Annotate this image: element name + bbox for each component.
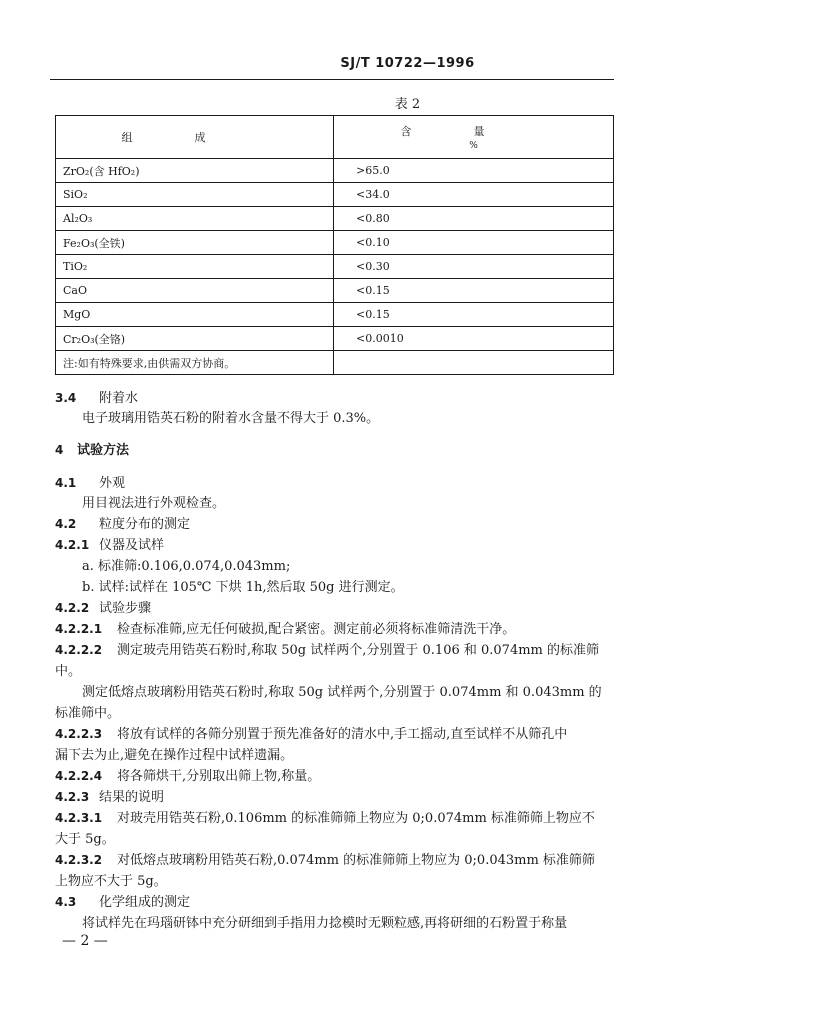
header-rule [50, 79, 614, 80]
section-text: 测定玻壳用锆英石粉时,称取 50g 试样两个,分别置于 0.106 和 0.074mm 的标准筛 [117, 643, 600, 658]
value-cell: <0.10 [334, 231, 614, 255]
section-number: 4.2.2.2 [55, 643, 103, 657]
section-4-3-text: 将试样先在玛瑙研钵中充分研细到手指用力捻模时无颗粒感,再将研细的石粉置于称量 [82, 916, 568, 931]
value-cell: <34.0 [334, 183, 614, 207]
section-4-heading [55, 439, 129, 458]
section-4-2-2-2 [55, 639, 599, 658]
composition-table [55, 115, 614, 375]
section-4-2-1-item-b: b. 试样:试样在 105℃ 下烘 1h,然后取 50g 进行测定。 [82, 580, 404, 595]
component-cell: CaO [56, 279, 334, 303]
header-content-unit: % [469, 141, 478, 151]
section-number: 4.1 [55, 476, 77, 490]
value-cell: <0.80 [334, 207, 614, 231]
component-cell: MgO [56, 303, 334, 327]
section-number: 4.2.2.1 [55, 622, 103, 636]
table-row [56, 231, 614, 255]
value-cell: <0.30 [334, 255, 614, 279]
section-number: 4.2 [55, 517, 77, 531]
section-text: 对玻壳用锆英石粉,0.106mm 的标准筛筛上物应为 0;0.074mm 标准筛筛上物应不 [117, 811, 595, 826]
component-cell: Cr₂O₃(全铬) [56, 327, 334, 351]
standard-code-header: SJ/T 10722—1996 [340, 56, 475, 71]
header-content-label: 含量 [400, 125, 547, 138]
component-cell: ZrO₂(含 HfO₂) [56, 159, 334, 183]
section-number: 4.2.2 [55, 601, 90, 615]
section-number: 4.2.2.4 [55, 769, 103, 783]
section-4-2-3-1 [55, 807, 595, 826]
section-title: 粒度分布的测定 [99, 517, 191, 532]
section-4-1-text: 用目视法进行外观检查。 [82, 496, 226, 511]
section-4-2-2-2-cont: 中。 [55, 664, 82, 679]
table-row [56, 207, 614, 231]
table-note: 注:如有特殊要求,由供需双方协商。 [56, 351, 334, 375]
section-title: 试验方法 [77, 443, 130, 458]
section-4-2-3-2-cont: 上物应不大于 5g。 [55, 874, 167, 889]
section-4-3-heading [55, 891, 190, 910]
table-note-row [56, 351, 614, 375]
section-4-2-3-heading [55, 786, 164, 805]
section-4-2-3-1-cont: 大于 5g。 [55, 832, 115, 847]
section-title: 试验步骤 [99, 601, 152, 616]
component-cell: SiO₂ [56, 183, 334, 207]
section-text: 将各筛烘干,分别取出筛上物,称量。 [117, 769, 321, 784]
header-content [334, 116, 614, 159]
table-row [56, 159, 614, 183]
section-title: 附着水 [99, 391, 139, 406]
section-4-2-1-item-a: a. 标准筛:0.106,0.074,0.043mm; [82, 559, 291, 574]
component-cell: Al₂O₃ [56, 207, 334, 231]
table-row [56, 183, 614, 207]
section-title: 化学组成的测定 [99, 895, 191, 910]
section-4-2-2-2-para2-cont: 标准筛中。 [55, 706, 121, 721]
section-text: 对低熔点玻璃粉用锆英石粉,0.074mm 的标准筛筛上物应为 0;0.043mm 标准筛筛 [117, 853, 595, 868]
value-cell: <0.15 [334, 303, 614, 327]
section-number: 4 [55, 443, 64, 457]
value-cell: >65.0 [334, 159, 614, 183]
section-4-2-heading [55, 513, 190, 532]
section-4-2-2-1 [55, 618, 515, 637]
component-cell: TiO₂ [56, 255, 334, 279]
section-3-4-text: 电子玻璃用锆英石粉的附着水含量不得大于 0.3%。 [82, 411, 380, 426]
section-title: 结果的说明 [99, 790, 165, 805]
value-cell: <0.0010 [334, 327, 614, 351]
component-cell: Fe₂O₃(全铁) [56, 231, 334, 255]
section-number: 4.3 [55, 895, 77, 909]
section-3-4-heading [55, 387, 138, 406]
table-note-empty-cell [334, 351, 614, 375]
section-title: 外观 [99, 476, 126, 491]
section-4-2-2-2-para2: 测定低熔点玻璃粉用锆英石粉时,称取 50g 试样两个,分别置于 0.074mm 和 0.043mm 的 [82, 685, 602, 700]
section-number: 3.4 [55, 391, 77, 405]
header-component [56, 116, 334, 159]
table-row [56, 327, 614, 351]
table-row [56, 255, 614, 279]
table-row [56, 303, 614, 327]
table-caption: 表 2 [394, 97, 421, 112]
section-text: 检查标准筛,应无任何破损,配合紧密。测定前必须将标准筛清洗干净。 [117, 622, 516, 637]
value-cell: <0.15 [334, 279, 614, 303]
section-4-2-2-3 [55, 723, 567, 742]
section-number: 4.2.1 [55, 538, 90, 552]
page-number: — 2 — [62, 933, 108, 949]
section-4-2-2-3-cont: 漏下去为止,避免在操作过程中试样遗漏。 [55, 748, 294, 763]
section-number: 4.2.3 [55, 790, 90, 804]
section-number: 4.2.3.1 [55, 811, 103, 825]
section-4-2-3-2 [55, 849, 595, 868]
section-text: 将放有试样的各筛分别置于预先准备好的清水中,手工摇动,直至试样不从筛孔中 [117, 727, 568, 742]
section-4-2-1-heading [55, 534, 164, 553]
section-number: 4.2.3.2 [55, 853, 103, 867]
section-4-2-2-heading [55, 597, 151, 616]
section-title: 仪器及试样 [99, 538, 165, 553]
section-number: 4.2.2.3 [55, 727, 103, 741]
table-row [56, 279, 614, 303]
section-4-1-heading [55, 472, 125, 491]
header-component-label: 组成 [121, 131, 268, 144]
section-4-2-2-4 [55, 765, 320, 784]
table-header-row [56, 116, 614, 159]
